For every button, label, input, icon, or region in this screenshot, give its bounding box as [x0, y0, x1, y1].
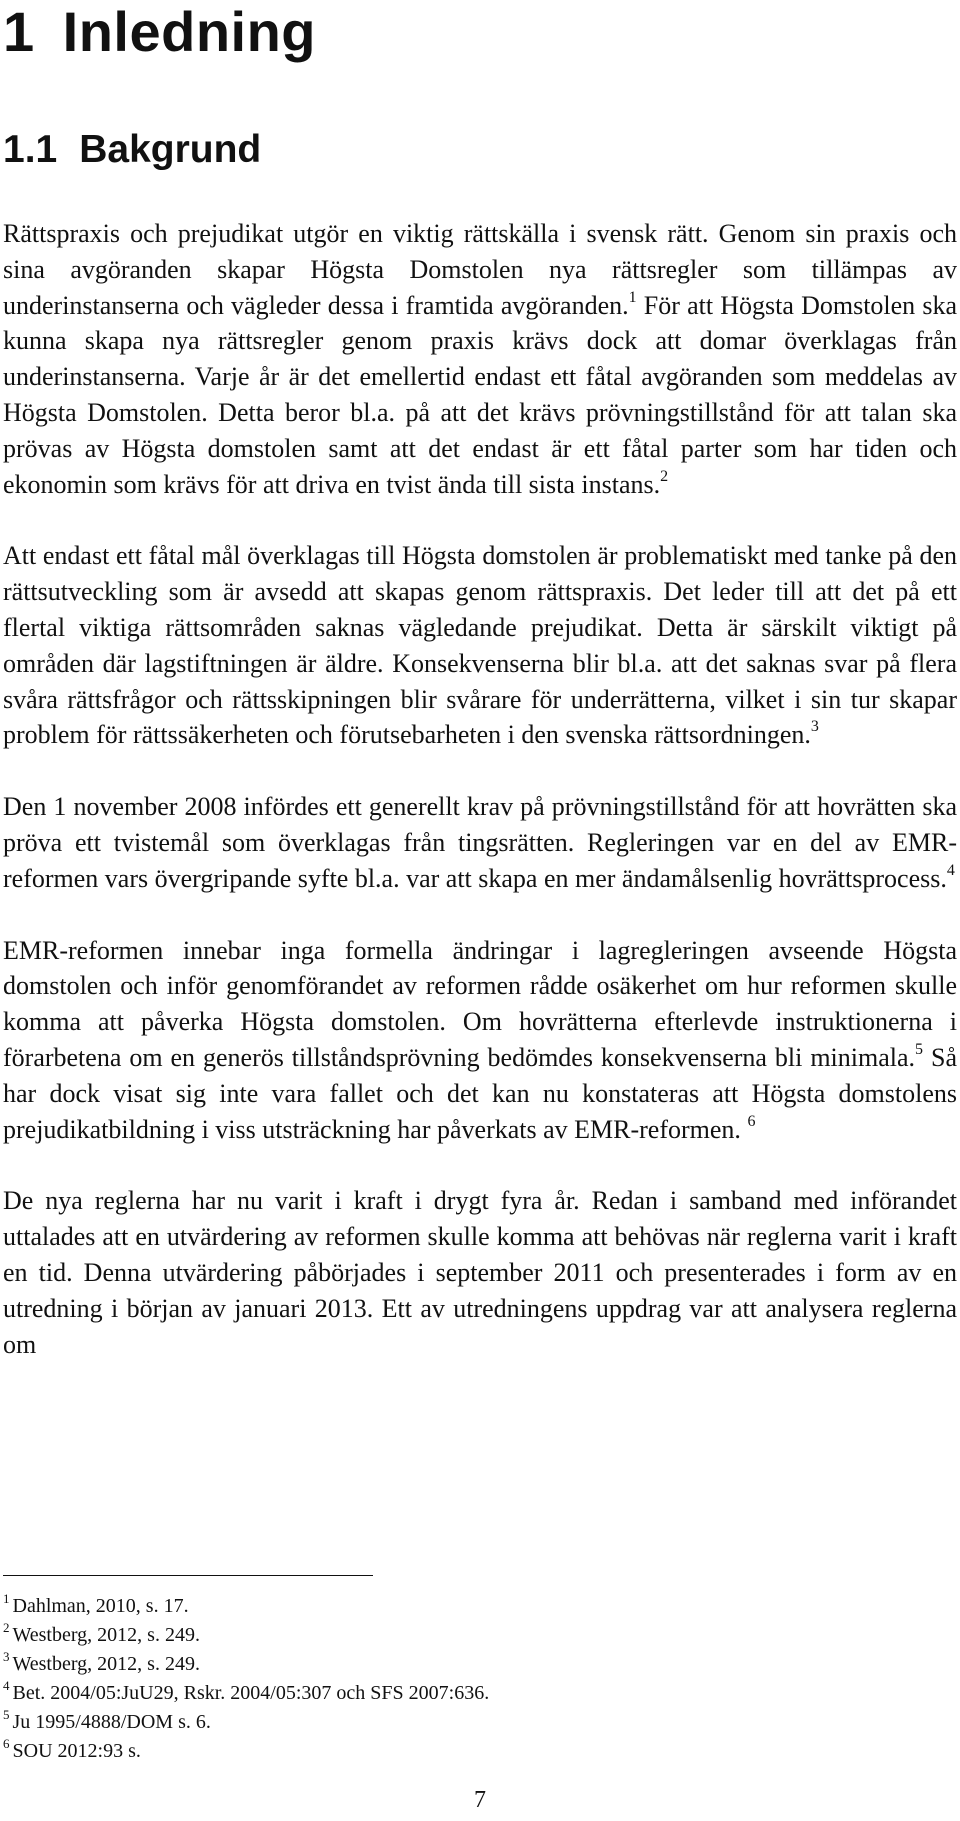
paragraph-text: Den 1 november 2008 infördes ett generellt krav på prövningstillstånd för att hovrätten ska pröva ett tvistemål som överklagas från tingsrätten. Regleringen var en del av EMR-reformen vars övergripande syfte bl.a. var att skapa en mer ändamålsenlig hovrättsprocess. — [3, 792, 957, 893]
chapter-number: 1 — [3, 0, 35, 63]
footnote-text: Bet. 2004/05:JuU29, Rskr. 2004/05:307 och SFS 2007:636. — [12, 1682, 490, 1704]
footnote-reference[interactable]: 3 — [810, 718, 819, 736]
paragraph-text: Så har dock visat sig inte vara fallet och det kan nu konstateras att Högsta domstolens prejudikatbildning i viss utsträckning har påverkats av EMR-reformen. — [3, 1042, 957, 1144]
paragraph — [3, 933, 957, 1148]
footnote-reference[interactable]: 2 — [660, 467, 669, 485]
paragraph — [3, 216, 957, 502]
footnote-text: Westberg, 2012, s. 249. — [12, 1624, 200, 1646]
footnote-number: 1 — [3, 1591, 10, 1606]
section-number: 1.1 — [3, 128, 58, 171]
footnote-text: SOU 2012:93 s. — [12, 1740, 141, 1762]
footnotes — [3, 1592, 489, 1766]
chapter-title: Inledning — [62, 0, 317, 63]
footnote-text: Westberg, 2012, s. 249. — [12, 1653, 200, 1675]
footnote-reference[interactable]: 6 — [747, 1112, 756, 1130]
section-heading — [3, 128, 261, 172]
body-text — [3, 216, 957, 1362]
footnote-reference[interactable]: 4 — [946, 861, 955, 879]
paragraph — [3, 1183, 957, 1362]
footnote-number: 6 — [3, 1736, 10, 1751]
paragraph-text: För att Högsta Domstolen ska kunna skapa nya rättsregler genom praxis krävs dock att domar överklagas från underinstanserna. Varje år är det emellertid endast ett fåtal avgöranden som meddelas av Högsta Domstolen. Detta beror bl.a. på att det krävs prövningstillstånd för att talan ska prövas av Högsta domstolen samt att det endast är ett fåtal parter som har tiden och ekonomin som krävs för att driva en tvist ända till sista instans. — [3, 290, 958, 499]
footnote-reference[interactable]: 1 — [628, 288, 637, 306]
footnote-reference[interactable]: 5 — [915, 1040, 924, 1058]
paragraph — [3, 538, 957, 753]
footnote — [3, 1650, 489, 1679]
paragraph-text: Rättspraxis och prejudikat utgör en viktig rättskälla i svensk rätt. Genom sin praxis och sina avgöranden skapar Högsta Domstolen nya rättsregler som tillämpas av underinstanserna och vägleder dessa i framtida avgöranden. — [3, 219, 957, 320]
paragraph-text: Att endast ett fåtal mål överklagas till Högsta domstolen är problematiskt med tanke på den rättsutveckling som är avsedd att skapas genom rättspraxis. Det leder till att det på ett flertal viktiga rättsområden saknas vägledande prejudikat. Detta är särskilt viktigt på områden där lagstiftningen är äldre. Konsekvenserna blir bl.a. att det saknas svar på flera svåra rättsfrågor och rättsskipningen blir svårare för underrätterna, vilket i sin tur skapar problem för rättssäkerheten och förutsebarheten i den svenska rättsordningen. — [3, 541, 957, 750]
paragraph — [3, 789, 957, 896]
footnote-number: 4 — [3, 1678, 10, 1693]
footnote — [3, 1708, 489, 1737]
section-title: Bakgrund — [79, 128, 262, 171]
footnote-number: 5 — [3, 1707, 10, 1722]
paragraph-text: EMR-reformen innebar inga formella ändringar i lagregleringen avseende Högsta domstolen och inför genomförandet av reformen rådde osäkerhet om hur reformen skulle komma att påverka Högsta domstolen. Om hovrätterna efterlevde instruktionerna i förarbetena om en generös tillståndsprövning bedömdes konsekvenserna bli minimala. — [3, 935, 957, 1072]
footnote-text: Dahlman, 2010, s. 17. — [12, 1595, 189, 1617]
footnote-number: 3 — [3, 1649, 10, 1664]
footnote-separator — [3, 1575, 373, 1576]
page-number: 7 — [474, 1787, 486, 1813]
footnote — [3, 1621, 489, 1650]
footnote — [3, 1592, 489, 1621]
footnote-number: 2 — [3, 1620, 10, 1635]
chapter-heading — [3, 2, 316, 62]
footnote — [3, 1737, 489, 1766]
paragraph-text: De nya reglerna har nu varit i kraft i drygt fyra år. Redan i samband med införandet uttalades att en utvärdering av reformen skulle komma att behövas när reglerna varit i kraft en tid. Denna utvärdering påbörjades i september 2011 och presenterades i form av en utredning i början av januari 2013. Ett av utredningens uppdrag var att analysera reglerna om — [3, 1186, 957, 1359]
footnote-text: Ju 1995/4888/DOM s. 6. — [12, 1711, 211, 1733]
footnote — [3, 1679, 489, 1708]
